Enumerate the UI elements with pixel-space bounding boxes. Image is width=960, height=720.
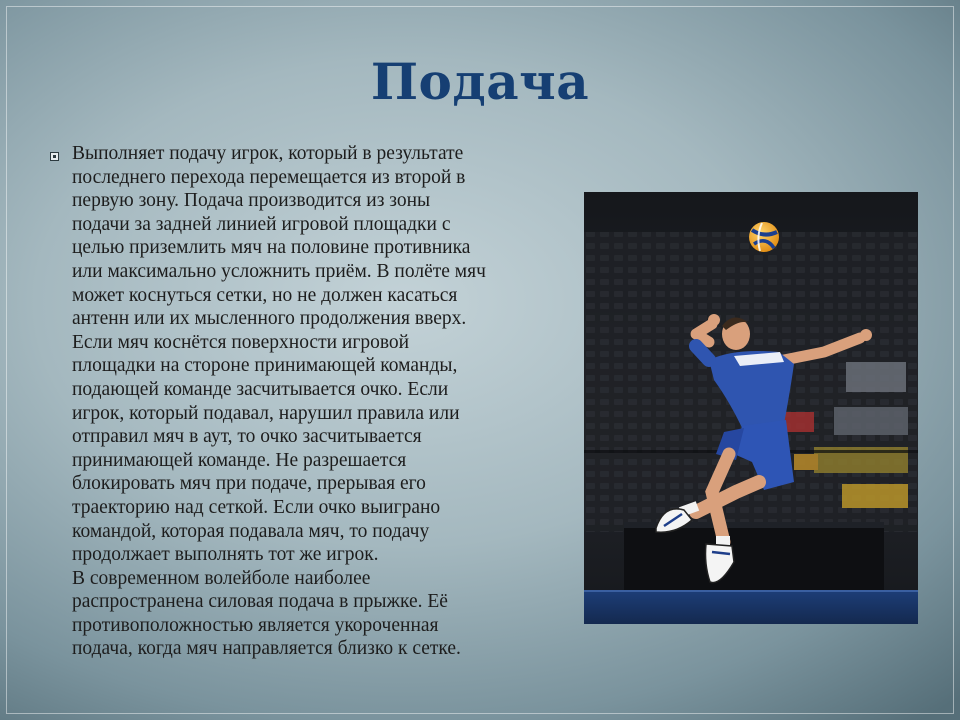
body-text-line: подача, когда мяч направляется близко к сетке. (72, 638, 461, 660)
volleyball-player-photo (584, 192, 918, 624)
body-text-line: распространена силовая подача в прыжке. Её (72, 591, 448, 613)
body-text-line: принимающей команде. Не разрешается (72, 449, 407, 471)
body-text-line: Если мяч коснётся поверхности игровой (72, 331, 410, 353)
body-text-line: Выполняет подачу игрок, который в результате (72, 143, 464, 164)
body-text-line: антенн или их мысленного продолжения вверх. (72, 308, 467, 330)
body-text-line: противоположностью является укороченная (72, 614, 439, 636)
body-text-line: блокировать мяч при подаче, прерывая его (72, 473, 426, 495)
body-text-line: подающей команде засчитывается очко. Если (72, 378, 449, 400)
body-text-line: отправил мяч в аут, то очко засчитывается (72, 426, 422, 448)
body-text-line: площадки на стороне принимающей команды, (72, 355, 458, 377)
square-bullet-icon (50, 152, 59, 161)
body-text-line: последнего перехода перемещается из второй в (72, 166, 466, 188)
body-text-line: траекторию над сеткой. Если очко выиграно (72, 496, 441, 518)
body-text-line: продолжает выполнять тот же игрок. (72, 544, 379, 566)
body-text-line: В современном волейболе наиболее (72, 567, 371, 589)
body-text-line: подачи за задней линией игровой площадки с (72, 213, 451, 235)
body-text-line: командой, которая подавала мяч, то подачу (72, 520, 430, 542)
body-text-line: игрок, который подавал, нарушил правила или (72, 402, 460, 424)
body-text-line: первую зону. Подача производится из зоны (72, 190, 431, 212)
body-text-line: целью приземлить мяч на половине противника (72, 237, 471, 259)
body-text-line: или максимально усложнить приём. В полёте мяч (72, 260, 486, 282)
slide-body-text (72, 142, 552, 661)
slide-title: Подача (370, 52, 590, 111)
volleyball-ball-icon (749, 222, 779, 252)
body-text-line: может коснуться сетки, но не должен касаться (72, 284, 458, 306)
